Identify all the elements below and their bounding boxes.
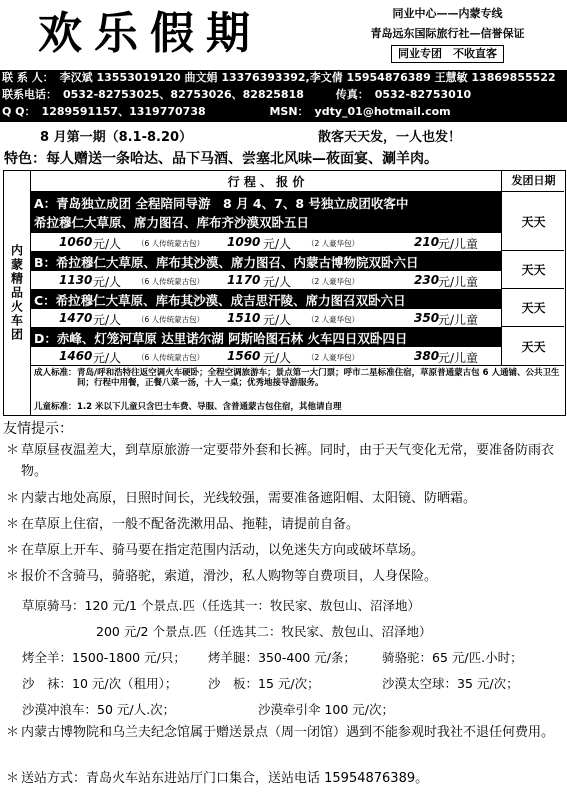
route-row-b bbox=[31, 251, 564, 289]
child-unit: 元/儿童 bbox=[438, 351, 479, 365]
contact-phone: 0532-82753025、82753026、82825818 bbox=[63, 88, 304, 101]
contact-msn: ydty_01@hotmail.com bbox=[314, 105, 451, 118]
price-unit: 元/人 bbox=[263, 351, 292, 365]
riding-price-2: 200 元/2 个景点.匹（任选其二：牧民家、敖包山、沼泽地） bbox=[96, 624, 432, 639]
price-note: （2 人豪华包） bbox=[307, 315, 360, 324]
tips-title: 友情提示： bbox=[3, 421, 73, 437]
contact-fax-label: 传真： bbox=[335, 88, 369, 101]
side-label: 内蒙精品火车团 bbox=[4, 171, 31, 415]
brand-title: 欢乐假期 bbox=[38, 8, 262, 59]
issue-line bbox=[0, 124, 567, 144]
fee-camel: 骑骆驼：65 元/匹.小时； bbox=[382, 650, 523, 665]
child-unit: 元/儿童 bbox=[438, 275, 479, 289]
child-price: 350 bbox=[414, 311, 440, 325]
fee-lamb: 烤全羊：1500-1800 元/只； bbox=[22, 650, 186, 665]
route-row-c bbox=[31, 289, 564, 327]
contact-qq-label: Q Q： bbox=[2, 105, 36, 118]
route-row-a bbox=[31, 192, 564, 251]
contact-phone-label: 联系电话： bbox=[2, 88, 57, 101]
adult-price-2: 1170 bbox=[227, 273, 261, 287]
itinerary-table bbox=[3, 170, 566, 416]
tip-item bbox=[6, 488, 562, 509]
contact-qq: 1289591157、1319770738 bbox=[41, 105, 206, 118]
riding-price-1: 草原骑马：120 元/1 个景点.匹（任选其一：牧民家、敖包山、沼泽地） bbox=[22, 598, 420, 613]
route-row-d bbox=[31, 327, 564, 366]
contact-msn-label: MSN： bbox=[269, 105, 309, 118]
price-note: （2 人豪华包） bbox=[307, 239, 360, 248]
tip-text: 在草原上开车、骑马要在指定范围内活动，以免迷失方向或破坏草场。 bbox=[21, 543, 425, 558]
contact-bar bbox=[0, 70, 567, 122]
price-unit: 元/人 bbox=[263, 313, 292, 327]
child-standard-label: 儿童标准： bbox=[34, 402, 77, 412]
contact-people: 李汉斌 13553019120 曲文娟 13376393392,李文倩 15954876389 王慧敏 13869855522 bbox=[59, 71, 556, 84]
standards bbox=[31, 366, 564, 414]
price-note: （2 人豪华包） bbox=[307, 353, 360, 362]
departure-date: 天天 bbox=[501, 192, 565, 250]
departure-date: 天天 bbox=[501, 251, 565, 288]
slogan: 散客天天发，一人也发！ bbox=[318, 130, 462, 145]
price-unit: 元/人 bbox=[93, 237, 122, 251]
price-line bbox=[31, 270, 501, 289]
star-icon: ＊ bbox=[6, 771, 20, 786]
adult-price-2: 1560 bbox=[227, 349, 261, 363]
adult-price-2: 1510 bbox=[227, 311, 261, 325]
table-header bbox=[31, 171, 564, 192]
price-unit: 元/人 bbox=[93, 351, 122, 365]
tip-text: 内蒙古地处高原，日照时间长，光线较强，需要准备遮阳帽、太阳镜、防晒霜。 bbox=[21, 491, 477, 506]
fee-surf: 沙漠冲浪车：50 元/人.次； bbox=[22, 702, 176, 717]
adult-price-2: 1090 bbox=[227, 235, 261, 249]
header-departure: 发团日期 bbox=[501, 171, 565, 191]
tip-item bbox=[6, 440, 562, 482]
child-price: 230 bbox=[414, 273, 440, 287]
star-icon: ＊ bbox=[6, 569, 20, 584]
contact-fax: 0532-82753010 bbox=[374, 88, 472, 101]
adult-price-6: 1060 bbox=[59, 235, 93, 249]
feature-line: 特色：每人赠送一条哈达、品下马酒、尝塞北风味—莜面宴、涮羊肉。 bbox=[4, 151, 438, 167]
route-title: C：希拉穆仁大草原、库布其沙漠、成吉思汗陵、席力图召双卧六日 bbox=[34, 293, 406, 308]
header-route: 行 程 、 报 价 bbox=[227, 175, 305, 189]
fee-aerial: 沙漠太空球：35 元/次； bbox=[382, 676, 519, 691]
child-price: 210 bbox=[414, 235, 440, 249]
header bbox=[0, 0, 567, 70]
route-title: D：赤峰、灯笼河草原 达里诺尔湖 阿斯哈图石林 火车四日双卧四日 bbox=[34, 331, 408, 346]
tip-item bbox=[6, 768, 562, 789]
child-unit: 元/儿童 bbox=[438, 237, 479, 251]
star-icon: ＊ bbox=[6, 543, 20, 558]
price-unit: 元/人 bbox=[263, 275, 292, 289]
price-line bbox=[31, 346, 501, 365]
price-note: （2 人豪华包） bbox=[307, 277, 360, 286]
tip-item bbox=[6, 540, 562, 561]
agency-info bbox=[330, 4, 565, 64]
child-price: 380 bbox=[414, 349, 440, 363]
child-unit: 元/儿童 bbox=[438, 313, 479, 327]
departure-date: 天天 bbox=[501, 327, 565, 365]
price-line bbox=[31, 308, 501, 327]
fee-socks: 沙 袜：10 元/次（租用）； bbox=[22, 676, 178, 691]
star-icon: ＊ bbox=[6, 443, 20, 458]
tip-text: 送站方式：青岛火车站东进站厅门口集合，送站电话 15954876389。 bbox=[21, 771, 429, 786]
route-subtitle: 希拉穆仁大草原、席力图召、库布齐沙漠双卧五日 bbox=[34, 215, 310, 230]
fee-umbrella: 沙漠牵引伞 100 元/次； bbox=[258, 702, 395, 717]
tip-item bbox=[6, 514, 562, 535]
tip-text: 草原昼夜温差大，到草原旅游一定要带外套和长裤。同时，由于天气变化无常，要准备防雨衣物。 bbox=[21, 443, 555, 479]
route-title: B：希拉穆仁大草原、库布其沙漠、席力图召、内蒙古博物院双卧六日 bbox=[34, 255, 419, 270]
child-standard-text: 1.2 米以下儿童只含巴士车费、导服、含普通蒙古包住宿，其他请自理 bbox=[77, 402, 342, 412]
issue-period: 8 月第一期（8.1-8.20） bbox=[40, 130, 193, 145]
tip-text: 在草原上住宿，一般不配备洗漱用品、拖鞋，请提前自备。 bbox=[21, 517, 360, 532]
adult-price-6: 1470 bbox=[59, 311, 93, 325]
tip-text: 报价不含骑马，骑骆驼，索道，滑沙，私人购物等自费项目，人身保险。 bbox=[21, 569, 438, 584]
adult-price-6: 1130 bbox=[59, 273, 93, 287]
price-note: （6 人传统蒙古包） bbox=[137, 353, 205, 362]
agency-line-3: 同业专团 不收直客 bbox=[391, 45, 504, 63]
adult-standard-text: 青岛/呼和浩特往返空调火车硬卧；全程空调旅游车；景点第一大门票；呼市二星标准住宿，草原普通蒙古包 6 人通铺、公共卫生间；行程中用餐，正餐八菜一汤，十人一桌；优秀地接导游服务。 bbox=[77, 368, 560, 388]
agency-line-1: 同业中心——内蒙专线 bbox=[392, 7, 503, 20]
contact-people-label: 联 系 人： bbox=[2, 71, 54, 84]
star-icon: ＊ bbox=[6, 517, 20, 532]
departure-date: 天天 bbox=[501, 289, 565, 326]
route-title: A：青岛独立成团 全程陪同导游 8 月 4、7、8 号独立成团收客中 bbox=[34, 196, 409, 211]
price-note: （6 人传统蒙古包） bbox=[137, 315, 205, 324]
price-note: （6 人传统蒙古包） bbox=[137, 239, 205, 248]
fee-board: 沙 板：15 元/次； bbox=[208, 676, 320, 691]
price-note: （6 人传统蒙古包） bbox=[137, 277, 205, 286]
adult-standard-label: 成人标准： bbox=[34, 368, 77, 378]
price-unit: 元/人 bbox=[93, 313, 122, 327]
fee-leg: 烤羊腿：350-400 元/条； bbox=[208, 650, 356, 665]
tip-item bbox=[6, 722, 562, 743]
price-unit: 元/人 bbox=[93, 275, 122, 289]
star-icon: ＊ bbox=[6, 491, 20, 506]
star-icon: ＊ bbox=[6, 725, 20, 740]
adult-price-6: 1460 bbox=[59, 349, 93, 363]
tip-item bbox=[6, 566, 562, 587]
agency-line-2: 青岛远东国际旅行社—信誉保证 bbox=[370, 27, 525, 40]
price-unit: 元/人 bbox=[263, 237, 292, 251]
tip-text: 内蒙古博物院和乌兰夫纪念馆属于赠送景点（周一闭馆）遇到不能参观时我社不退任何费用。 bbox=[21, 725, 555, 740]
price-line bbox=[31, 232, 501, 251]
